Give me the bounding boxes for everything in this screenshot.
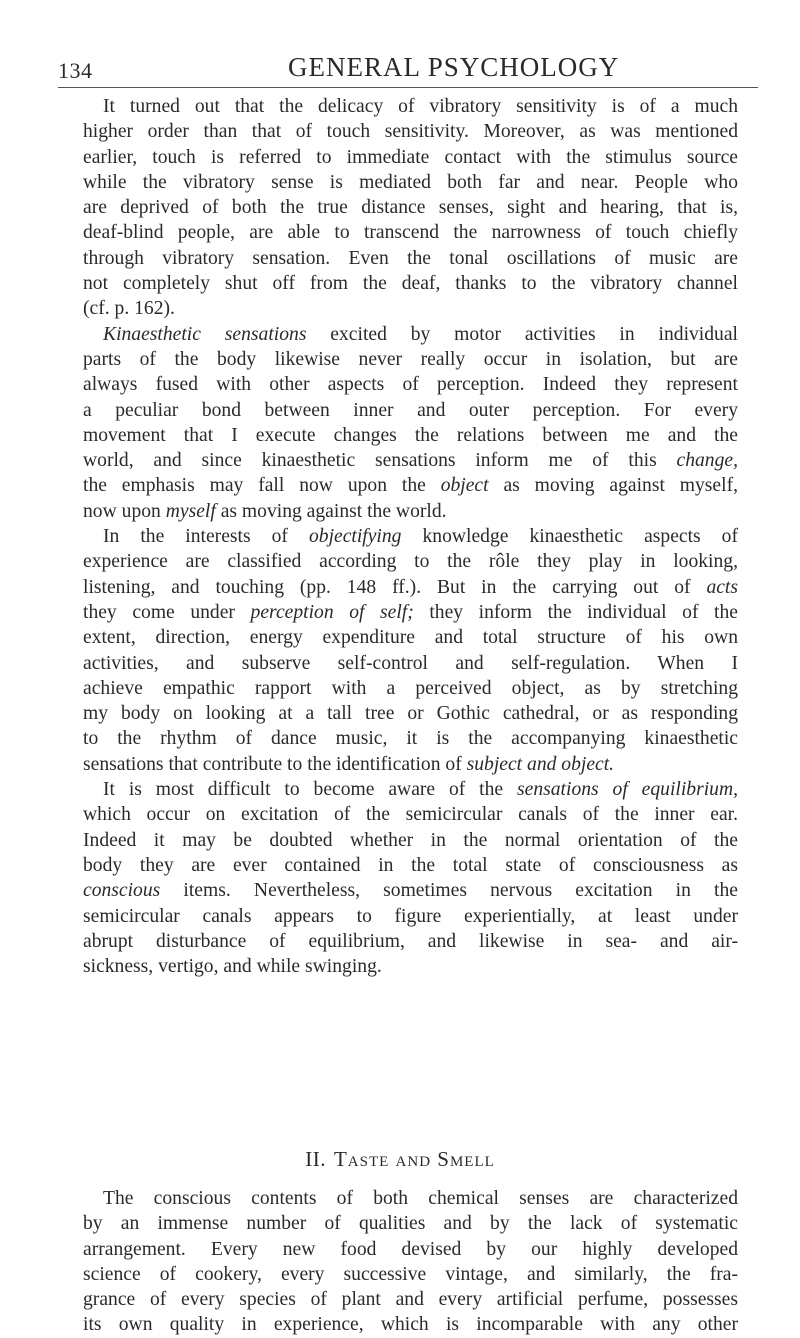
text-line: (cf. p. 162). [83,298,175,320]
paragraph-kinaesthetic [83,322,738,980]
text-line: body they are ever contained in the total state of consciousness as [83,854,738,876]
text-line: In the interests of objectifying knowledge kinaesthetic aspects of [103,526,738,548]
text-line: a peculiar bond between inner and outer perception. For every [83,399,738,421]
text-line: It is most difficult to become aware of the sensations of equilibrium, [103,779,738,801]
text-line: The conscious contents of both chemical senses are characterized [103,1188,738,1209]
header-rule [58,87,758,88]
text-line: not completely shut off from the deaf, thanks to the vibratory channel [83,273,738,295]
text-line: grance of every species of plant and every artificial perfume, possesses [83,1289,738,1311]
text-line: movement that I execute changes the relations between me and the [83,424,738,446]
section-numeral: II. [305,1147,326,1171]
text-line: while the vibratory sense is mediated both far and near. People who [83,171,738,193]
text-line: the emphasis may fall now upon the object as moving against myself, [83,475,738,497]
text-line: are deprived of both the true distance senses, sight and hearing, that is, [83,197,738,219]
text-line: arrangement. Every new food devised by our highly developed [83,1238,738,1260]
text-line: which occur on excitation of the semicircular canals of the inner ear. [83,804,738,826]
text-line: my body on looking at a tall tree or Gothic cathedral, or as responding [83,703,738,725]
emphasis-myself: myself [165,500,216,522]
text-line: achieve empathic rapport with a perceived object, as by stretching [83,677,738,699]
text-line: through vibratory sensation. Even the tonal oscillations of music are [83,247,738,269]
text-line: higher order than that of touch sensitivity. Moreover, as was mentioned [83,121,738,143]
emphasis-objectifying: objectifying [308,526,402,548]
text-line: experience are classified according to the rôle they play in looking, [83,551,738,573]
paragraph-vibratory [83,94,738,322]
text-line: extent, direction, energy expenditure and total structure of his own [83,627,738,649]
running-head: GENERAL PSYCHOLOGY [288,52,620,82]
text-line: listening, and touching (pp. 148 ff.). But in the carrying out of acts [83,576,738,598]
text-line: sensations that contribute to the identification of subject and object. [83,753,615,775]
text-line: they come under perception of self; they inform the individual of the [83,601,738,623]
taste-text [83,1186,738,1338]
text-line: world, and since kinaesthetic sensations inform me of this change, [83,450,738,472]
text-line: Kinaesthetic sensations excited by motor activities in individual [103,323,738,345]
term-kinaesthetic-sensations: Kinaesthetic sensations [103,323,307,345]
emphasis-conscious: conscious [83,880,161,902]
page-header [58,52,758,90]
term-sensations-of-equilibrium: sensations of equilibrium, [517,779,738,801]
text-line: semicircular canals appears to figure experientially, at least under [83,905,738,927]
page-number: 134 [58,58,93,83]
text-line: sickness, vertigo, and while swinging. [83,956,382,978]
text-line: It turned out that the delicacy of vibratory sensitivity is of a much [103,96,738,117]
text-line: abrupt disturbance of equilibrium, and likewise in sea- and air- [83,930,738,952]
emphasis-perception-of-self: perception of self; [250,601,414,623]
text-line: activities, and subserve self-control and self-regulation. When I [83,652,738,674]
text-line: conscious items. Nevertheless, sometimes nervous excitation in the [83,880,738,902]
main-text [83,94,738,979]
text-line: Indeed it may be doubted whether in the normal orientation of the [83,829,738,851]
section-title: Taste and Smell [333,1147,495,1171]
text-line: deaf-blind people, are able to transcend the narrowness of touch chiefly [83,222,738,244]
text-line: always fused with other aspects of perception. Indeed they represent [83,374,738,396]
text-line: now upon myself as moving against the world. [83,500,447,522]
text-line: its own quality in experience, which is incomparable with any other [83,1314,738,1336]
text-line: science of cookery, every successive vintage, and similarly, the fra- [83,1263,738,1285]
emphasis-acts: acts [706,576,738,598]
text-line: by an immense number of qualities and by the lack of systematic [83,1213,738,1235]
emphasis-object: object [440,475,489,497]
text-line: earlier, touch is referred to immediate contact with the stimulus source [83,146,738,168]
text-line: to the rhythm of dance music, it is the accompanying kinaesthetic [83,728,738,750]
section-heading [0,1147,800,1172]
emphasis-subject-and-object: subject and object. [466,753,615,775]
text-line: parts of the body likewise never really occur in isolation, but are [83,348,738,370]
paragraph-taste-smell [83,1186,738,1338]
emphasis-change: change, [676,450,738,472]
